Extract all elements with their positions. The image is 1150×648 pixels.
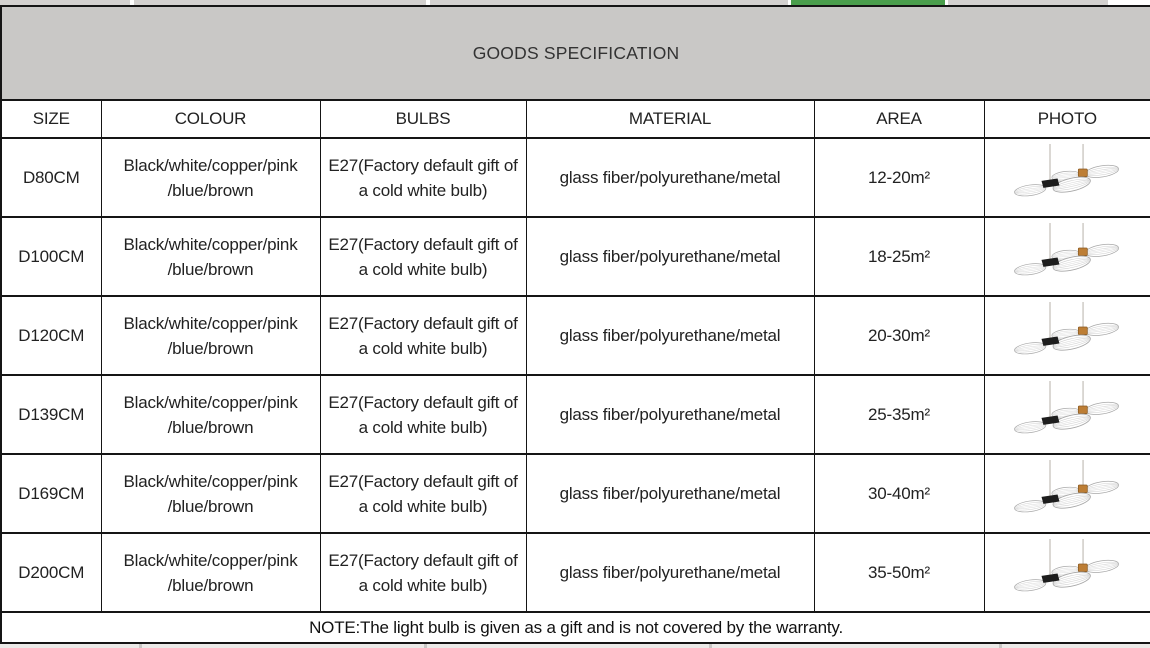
pendant-lamp-photo: [991, 144, 1143, 212]
pendant-lamp-photo: [991, 302, 1143, 370]
area-cell: 30-40m²: [814, 454, 984, 533]
pendant-lamp-photo: [991, 223, 1143, 291]
photo-cell: [984, 217, 1150, 296]
bulbs-cell: E27(Factory default gift of a cold white bulb): [320, 217, 526, 296]
column-header-material: MATERIAL: [526, 100, 814, 138]
size-cell: D200CM: [1, 533, 101, 612]
size-cell: D169CM: [1, 454, 101, 533]
table-row: [1, 454, 1150, 533]
table-title-row: [1, 6, 1150, 100]
pendant-lamp-photo: [991, 381, 1143, 449]
pendant-lamp-photo: [991, 539, 1143, 607]
table-row: [1, 533, 1150, 612]
bulbs-cell: E27(Factory default gift of a cold white bulb): [320, 138, 526, 217]
colour-cell: Black/white/copper/pink /blue/brown: [101, 296, 320, 375]
column-header-photo: PHOTO: [984, 100, 1150, 138]
column-header-area: AREA: [814, 100, 984, 138]
area-cell: 12-20m²: [814, 138, 984, 217]
material-cell: glass fiber/polyurethane/metal: [526, 533, 814, 612]
bottom-strip-tick: [424, 644, 427, 648]
material-cell: glass fiber/polyurethane/metal: [526, 454, 814, 533]
top-strip-segment: [0, 0, 130, 5]
bottom-strip-tick: [709, 644, 712, 648]
bulbs-cell: E27(Factory default gift of a cold white bulb): [320, 375, 526, 454]
size-cell: D80CM: [1, 138, 101, 217]
bulbs-cell: E27(Factory default gift of a cold white bulb): [320, 454, 526, 533]
bottom-strip-tick: [139, 644, 142, 648]
bottom-strip: [0, 644, 1150, 648]
table-row: [1, 296, 1150, 375]
pendant-lamp-photo: [991, 460, 1143, 528]
top-strip-segment: [134, 0, 426, 5]
colour-cell: Black/white/copper/pink /blue/brown: [101, 217, 320, 296]
area-cell: 35-50m²: [814, 533, 984, 612]
colour-cell: Black/white/copper/pink /blue/brown: [101, 533, 320, 612]
material-cell: glass fiber/polyurethane/metal: [526, 138, 814, 217]
table-row: [1, 375, 1150, 454]
area-cell: 25-35m²: [814, 375, 984, 454]
bulbs-cell: E27(Factory default gift of a cold white bulb): [320, 533, 526, 612]
top-strip-segment: [948, 0, 1108, 5]
photo-cell: [984, 454, 1150, 533]
colour-cell: Black/white/copper/pink /blue/brown: [101, 454, 320, 533]
material-cell: glass fiber/polyurethane/metal: [526, 296, 814, 375]
size-cell: D100CM: [1, 217, 101, 296]
material-cell: glass fiber/polyurethane/metal: [526, 217, 814, 296]
column-header-colour: COLOUR: [101, 100, 320, 138]
size-cell: D120CM: [1, 296, 101, 375]
top-strip: [0, 0, 1150, 5]
bottom-strip-tick: [999, 644, 1002, 648]
area-cell: 18-25m²: [814, 217, 984, 296]
note-row: [1, 612, 1150, 643]
photo-cell: [984, 296, 1150, 375]
colour-cell: Black/white/copper/pink /blue/brown: [101, 375, 320, 454]
size-cell: D139CM: [1, 375, 101, 454]
photo-cell: [984, 375, 1150, 454]
column-header-size: SIZE: [1, 100, 101, 138]
photo-cell: [984, 138, 1150, 217]
bulbs-cell: E27(Factory default gift of a cold white bulb): [320, 296, 526, 375]
table-row: [1, 138, 1150, 217]
photo-cell: [984, 533, 1150, 612]
table-title: GOODS SPECIFICATION: [1, 6, 1150, 100]
area-cell: 20-30m²: [814, 296, 984, 375]
goods-specification-table: [0, 5, 1150, 644]
top-strip-segment: [430, 0, 788, 5]
table-header-row: [1, 100, 1150, 138]
top-strip-green-indicator: [791, 0, 945, 5]
bottom-strip-segment: [0, 644, 1150, 648]
table-row: [1, 217, 1150, 296]
column-header-bulbs: BULBS: [320, 100, 526, 138]
note-text: NOTE:The light bulb is given as a gift and is not covered by the warranty.: [1, 612, 1150, 643]
material-cell: glass fiber/polyurethane/metal: [526, 375, 814, 454]
colour-cell: Black/white/copper/pink /blue/brown: [101, 138, 320, 217]
